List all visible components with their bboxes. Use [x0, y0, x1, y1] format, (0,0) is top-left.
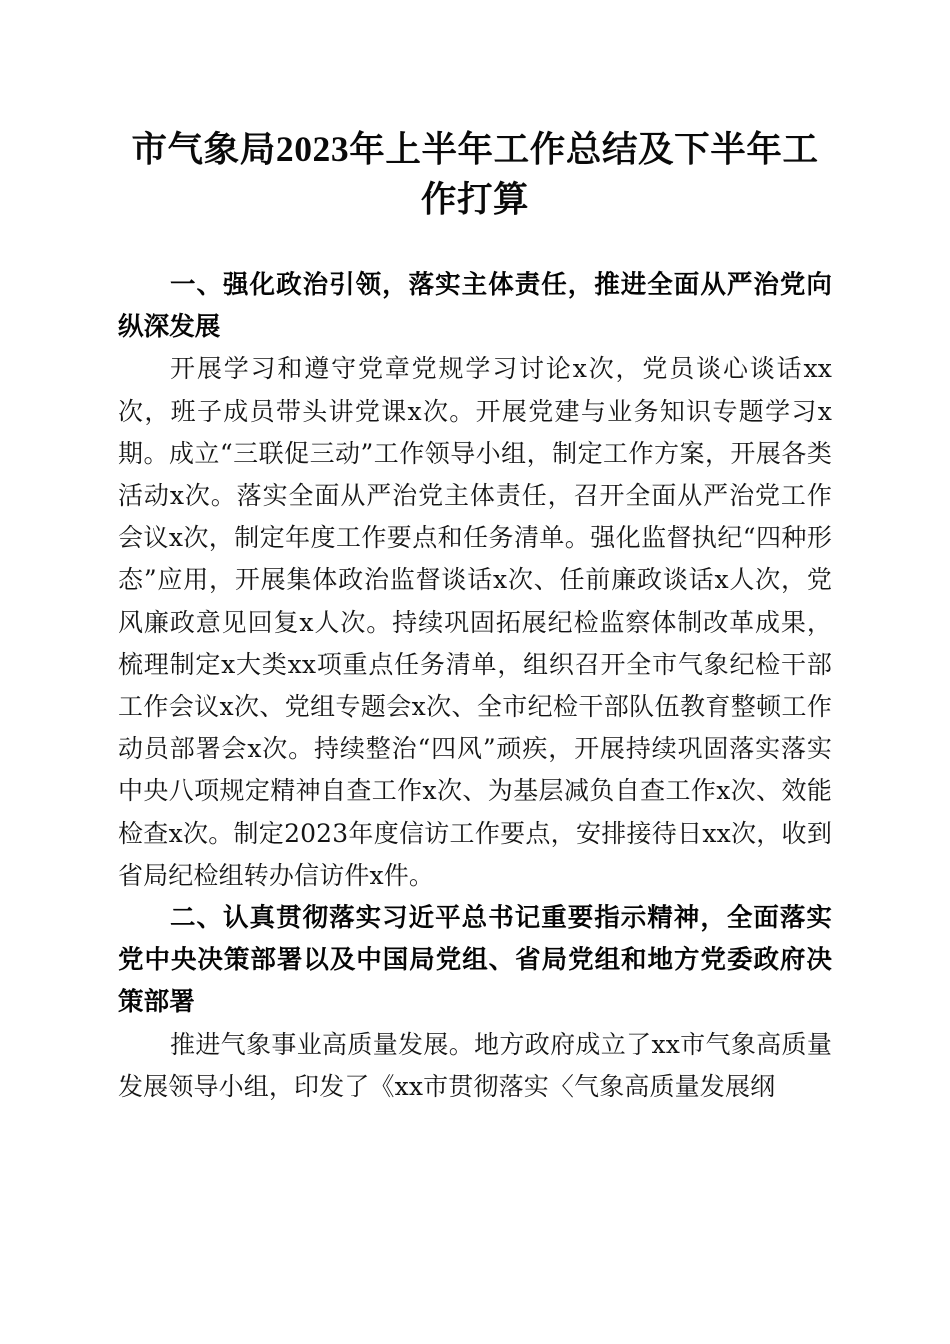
section-2-paragraph-1: 推进气象事业高质量发展。地方政府成立了xx市气象高质量发展领导小组，印发了《xx市贯彻落实〈气象高质量发展纲 [118, 1029, 832, 1101]
document-content [118, 124, 832, 1108]
section-1-paragraph-1: 开展学习和遵守党章党规学习讨论x次，党员谈心谈话xx次，班子成员带头讲党课x次。开展党建与业务知识专题学习x期。成立“三联促三动”工作领导小组，制定工作方案，开展各类活动x次。落实全面从严治党主体责任，召开全面从严治党工作会议x次，制定年度工作要点和任务清单。强化监督执纪“四种形态”应用，开展集体政治监督谈话x次、任前廉政谈话x人次，党风廉政意见回复x人次。持续巩固拓展纪检监察体制改革成果，梳理制定x大类xx项重点任务清单，组织召开全市气象纪检干部工作会议x次、党组专题会x次、全市纪检干部队伍教育整顿工作动员部署会x次。持续整治“四风”顽疾，开展持续巩固落实落实中央八项规定精神自查工作x次、为基层减负自查工作x次、效能检查x次。制定2023年度信访工作要点，安排接待日xx次，收到省局纪检组转办信访件x件。 [118, 354, 832, 890]
section-heading-1: 一、强化政治引领，落实主体责任，推进全面从严治党向纵深发展 [118, 271, 832, 342]
doc-title-line-1: 市气象局2023年上半年工作总结及下半年工 [131, 129, 819, 169]
doc-title-line-2: 作打算 [420, 179, 530, 219]
title-spacer [118, 224, 832, 264]
page-title [118, 124, 832, 224]
section-heading-2: 二、认真贯彻落实习近平总书记重要指示精神，全面落实党中央决策部署以及中国局党组、省局党组和地方党委政府决策部署 [118, 904, 832, 1017]
